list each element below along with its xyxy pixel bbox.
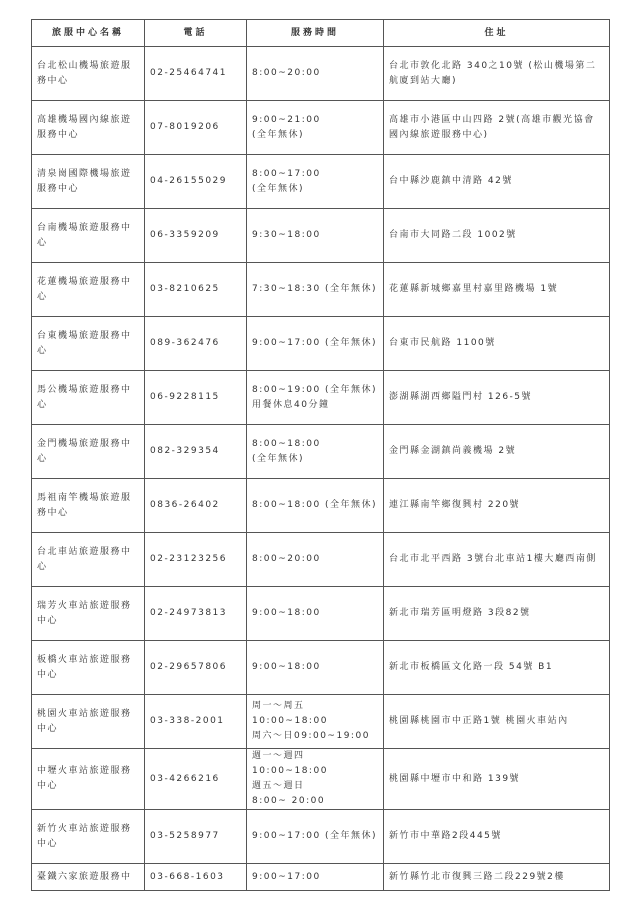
hours-cell <box>247 533 384 587</box>
table-row <box>32 263 610 317</box>
hours-line: (全年無休) <box>252 453 305 464</box>
hours-cell <box>247 864 384 891</box>
table-row <box>32 810 610 864</box>
phone-cell: 02-25464741 <box>145 47 247 101</box>
hours-cell <box>247 479 384 533</box>
hours-cell <box>247 47 384 101</box>
phone-cell: 02-29657806 <box>145 641 247 695</box>
hours-line: 9:00~17:00 <box>252 871 321 882</box>
phone-cell: 089-362476 <box>145 317 247 371</box>
address-cell: 新北市板橋區文化路一段 54號 B1 <box>384 641 610 695</box>
hours-cell <box>247 425 384 479</box>
header-name: 旅服中心名稱 <box>32 20 145 47</box>
phone-cell: 02-24973813 <box>145 587 247 641</box>
hours-cell <box>247 155 384 209</box>
hours-cell <box>247 209 384 263</box>
table-body <box>32 47 610 891</box>
hours-cell <box>247 810 384 864</box>
table-row <box>32 695 610 749</box>
table-row <box>32 317 610 371</box>
address-cell: 桃園縣中壢市中和路 139號 <box>384 749 610 810</box>
address-cell: 台南市大同路二段 1002號 <box>384 209 610 263</box>
hours-cell <box>247 263 384 317</box>
address-cell: 金門縣金湖鎮尚義機場 2號 <box>384 425 610 479</box>
phone-cell: 06-9228115 <box>145 371 247 425</box>
header-row <box>32 20 610 47</box>
hours-line: 9:00~18:00 <box>252 608 321 618</box>
center-name-cell: 馬公機場旅遊服務中心 <box>32 371 145 425</box>
hours-cell <box>247 587 384 641</box>
center-name-cell: 桃園火車站旅遊服務中心 <box>32 695 145 749</box>
table-row <box>32 864 610 891</box>
hours-line: 7:30~18:30 (全年無休) <box>252 284 378 294</box>
table-row <box>32 533 610 587</box>
hours-line: 8:00~19:00 (全年無休) <box>252 384 378 395</box>
center-name-cell: 台東機場旅遊服務中心 <box>32 317 145 371</box>
center-name-cell: 花蓮機場旅遊服務中心 <box>32 263 145 317</box>
hours-line: 8:00~18:00 (全年無休) <box>252 500 378 510</box>
center-name-cell: 台北車站旅遊服務中心 <box>32 533 145 587</box>
address-cell: 桃園縣桃園市中正路1號 桃園火車站內 <box>384 695 610 749</box>
hours-line: 用餐休息40分鐘 <box>252 399 330 410</box>
address-cell: 高雄市小港區中山四路 2號(高雄市觀光協會國內線旅遊服務中心) <box>384 101 610 155</box>
table-row <box>32 371 610 425</box>
center-name-cell: 瑞芳火車站旅遊服務中心 <box>32 587 145 641</box>
address-cell: 台北市敦化北路 340之10號 (松山機場第二航廈到站大廳) <box>384 47 610 101</box>
address-cell: 花蓮縣新城鄉嘉里村嘉里路機場 1號 <box>384 263 610 317</box>
hours-cell <box>247 317 384 371</box>
header-address: 住址 <box>384 20 610 47</box>
hours-cell <box>247 695 384 749</box>
hours-line: 8:00~20:00 <box>252 554 321 564</box>
phone-cell: 03-668-1603 <box>145 864 247 891</box>
address-cell: 新竹市中華路2段445號 <box>384 810 610 864</box>
hours-line: 9:00~17:00 (全年無休) <box>252 338 378 348</box>
address-cell: 新北市瑞芳區明燈路 3段82號 <box>384 587 610 641</box>
hours-line: (全年無休) <box>252 183 305 194</box>
phone-cell: 03-8210625 <box>145 263 247 317</box>
address-cell: 台東市民航路 1100號 <box>384 317 610 371</box>
hours-line: 8:00~ 20:00 <box>252 796 326 806</box>
center-name-cell: 台北松山機場旅遊服務中心 <box>32 47 145 101</box>
address-cell: 連江縣南竿鄉復興村 220號 <box>384 479 610 533</box>
phone-cell: 07-8019206 <box>145 101 247 155</box>
table-row <box>32 425 610 479</box>
address-cell: 澎湖縣湖西鄉隘門村 126-5號 <box>384 371 610 425</box>
center-name-cell: 臺鐵六家旅遊服務中 <box>32 864 145 891</box>
hours-line: 8:00~17:00 <box>252 168 321 179</box>
hours-line: 9:00~21:00 <box>252 114 321 125</box>
table-row <box>32 155 610 209</box>
phone-cell: 02-23123256 <box>145 533 247 587</box>
table-row <box>32 479 610 533</box>
center-name-cell: 中壢火車站旅遊服務中心 <box>32 749 145 810</box>
header-phone: 電話 <box>145 20 247 47</box>
hours-line: 9:30~18:00 <box>252 230 321 240</box>
phone-cell: 03-338-2001 <box>145 695 247 749</box>
hours-line: (全年無休) <box>252 129 305 140</box>
phone-cell: 082-329354 <box>145 425 247 479</box>
hours-cell <box>247 101 384 155</box>
hours-cell <box>247 371 384 425</box>
table-row <box>32 209 610 263</box>
hours-line: 10:00~18:00 <box>252 766 328 776</box>
table-row <box>32 101 610 155</box>
center-name-cell: 高雄機場國內線旅遊服務中心 <box>32 101 145 155</box>
address-cell: 台北市北平西路 3號台北車站1樓大廳西南側 <box>384 533 610 587</box>
hours-cell <box>247 641 384 695</box>
center-name-cell: 板橋火車站旅遊服務中心 <box>32 641 145 695</box>
address-cell: 台中縣沙鹿鎮中清路 42號 <box>384 155 610 209</box>
hours-line: 周六～日09:00~19:00 <box>252 731 370 741</box>
center-name-cell: 清泉崗國際機場旅遊服務中心 <box>32 155 145 209</box>
table-row <box>32 47 610 101</box>
phone-cell: 0836-26402 <box>145 479 247 533</box>
table-row <box>32 587 610 641</box>
table-row <box>32 641 610 695</box>
header-hours: 服務時間 <box>247 20 384 47</box>
service-center-table <box>31 19 610 891</box>
table-row <box>32 749 610 810</box>
hours-line: 周一～周五10:00~18:00 <box>252 701 328 726</box>
hours-line: 週一～週四 <box>252 751 305 761</box>
center-name-cell: 新竹火車站旅遊服務中心 <box>32 810 145 864</box>
phone-cell: 04-26155029 <box>145 155 247 209</box>
hours-line: 9:00~18:00 <box>252 662 321 672</box>
hours-line: 8:00~20:00 <box>252 68 321 78</box>
center-name-cell: 金門機場旅遊服務中心 <box>32 425 145 479</box>
phone-cell: 06-3359209 <box>145 209 247 263</box>
phone-cell: 03-4266216 <box>145 749 247 810</box>
hours-line: 9:00~17:00 (全年無休) <box>252 831 378 841</box>
hours-cell <box>247 749 384 810</box>
hours-line: 8:00~18:00 <box>252 438 321 449</box>
address-cell: 新竹縣竹北市復興三路二段229號2樓 <box>384 864 610 891</box>
phone-cell: 03-5258977 <box>145 810 247 864</box>
hours-line: 週五～週日 <box>252 781 305 791</box>
center-name-cell: 台南機場旅遊服務中心 <box>32 209 145 263</box>
center-name-cell: 馬祖南竿機場旅遊服務中心 <box>32 479 145 533</box>
